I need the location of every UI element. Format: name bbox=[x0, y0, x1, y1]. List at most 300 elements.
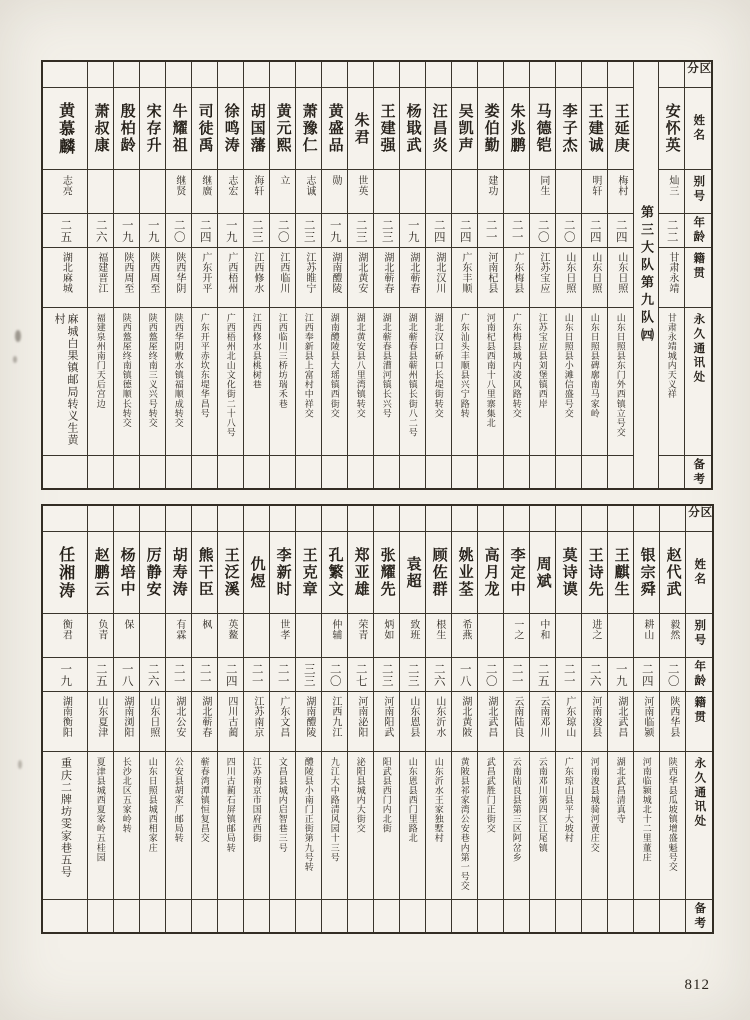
note-cell bbox=[556, 456, 581, 488]
note-cell bbox=[322, 900, 347, 932]
note-cell bbox=[140, 900, 165, 932]
age-cell-text: 二四 bbox=[640, 662, 653, 687]
person-column bbox=[477, 506, 503, 932]
name-cell bbox=[660, 532, 685, 614]
person-column bbox=[243, 506, 269, 932]
age-cell-text: 二一 bbox=[250, 662, 263, 687]
age-cell-text: 二六 bbox=[588, 662, 601, 687]
origin-cell bbox=[504, 248, 529, 308]
category-cell bbox=[530, 62, 555, 88]
header-alias-label-text: 别号 bbox=[693, 619, 706, 648]
section-divider-column bbox=[633, 62, 658, 488]
name-cell bbox=[504, 88, 529, 170]
name-cell-text: 王克章 bbox=[300, 547, 317, 598]
age-cell-text: 二三 bbox=[380, 662, 393, 687]
note-cell bbox=[348, 456, 373, 488]
name-cell-text: 吴凯声 bbox=[456, 103, 473, 154]
address-cell-text: 山东日照县小滩信盛号交 bbox=[563, 313, 574, 418]
address-cell-text: 四川古蔺石屏镇邮局转 bbox=[225, 757, 236, 853]
address-cell-text: 泌阳县城内大街交 bbox=[355, 757, 366, 834]
origin-cell bbox=[270, 248, 295, 308]
address-cell bbox=[348, 752, 373, 900]
person-column bbox=[425, 506, 451, 932]
note-cell bbox=[634, 900, 659, 932]
age-cell bbox=[478, 658, 503, 692]
note-cell bbox=[140, 456, 165, 488]
age-cell-text: 二四 bbox=[198, 218, 211, 243]
name-cell-text: 任湘涛 bbox=[56, 545, 74, 600]
address-cell-text: 长沙北区五家岭转 bbox=[121, 757, 132, 834]
origin-cell-text: 江西修水 bbox=[251, 252, 263, 294]
address-cell bbox=[140, 308, 165, 456]
address-cell bbox=[659, 308, 684, 456]
category-cell bbox=[504, 62, 529, 88]
age-cell-text: 二一 bbox=[510, 218, 523, 243]
origin-cell-text: 湖北武昌 bbox=[485, 696, 497, 738]
origin-cell bbox=[478, 692, 503, 752]
name-cell bbox=[556, 532, 581, 614]
age-cell bbox=[88, 214, 113, 248]
address-cell-text: 江西临川三桥坊瑞禾巷 bbox=[277, 313, 288, 409]
address-cell-text: 河南杞县西南十八里寨集北 bbox=[485, 313, 496, 428]
origin-cell-text: 河南浚县 bbox=[589, 696, 601, 738]
note-cell bbox=[114, 900, 139, 932]
name-cell-text: 王建诚 bbox=[586, 103, 603, 154]
origin-cell-text: 陕西华阴 bbox=[173, 252, 185, 294]
alias-cell bbox=[634, 614, 659, 658]
age-cell bbox=[452, 658, 477, 692]
name-cell bbox=[218, 88, 243, 170]
origin-cell-text: 广东开平 bbox=[199, 252, 211, 294]
header-age-label-text: 年龄 bbox=[692, 216, 705, 245]
person-column bbox=[477, 62, 503, 488]
origin-cell-text: 山东日照 bbox=[147, 696, 159, 738]
origin-cell bbox=[296, 248, 321, 308]
person-column bbox=[87, 506, 113, 932]
origin-cell-text: 湖北蕲春 bbox=[381, 252, 393, 294]
address-cell-text: 湖北汉口硚口长堤街转交 bbox=[433, 313, 444, 418]
origin-cell bbox=[244, 248, 269, 308]
name-cell-text: 殷柏龄 bbox=[118, 103, 135, 154]
name-cell bbox=[322, 532, 347, 614]
name-cell bbox=[478, 88, 503, 170]
note-cell bbox=[478, 456, 503, 488]
alias-cell bbox=[426, 614, 451, 658]
person-column bbox=[165, 506, 191, 932]
person-column bbox=[659, 506, 685, 932]
category-cell bbox=[452, 62, 477, 88]
origin-cell bbox=[166, 692, 191, 752]
person-column bbox=[607, 506, 633, 932]
alias-cell-text: 一之 bbox=[511, 619, 523, 641]
age-cell-text: 二一 bbox=[276, 662, 289, 687]
alias-cell bbox=[166, 170, 191, 214]
person-column bbox=[321, 506, 347, 932]
address-cell bbox=[504, 308, 529, 456]
name-cell bbox=[608, 88, 633, 170]
alias-cell-text: 仲辅 bbox=[329, 619, 341, 641]
origin-cell bbox=[348, 692, 373, 752]
address-cell-text: 湖南醴陵县大瑶镇西街交 bbox=[329, 313, 340, 418]
origin-cell-text: 江苏宝应 bbox=[537, 252, 549, 294]
alias-cell-text: 中和 bbox=[537, 619, 549, 641]
origin-cell-text: 河南杞县 bbox=[485, 252, 497, 294]
origin-cell bbox=[322, 248, 347, 308]
header-note-label-text: 备考 bbox=[692, 457, 705, 487]
header-name-label bbox=[685, 88, 711, 170]
age-cell-text: 一九 bbox=[120, 218, 133, 243]
alias-cell bbox=[296, 170, 321, 214]
alias-cell bbox=[218, 614, 243, 658]
address-cell bbox=[322, 308, 347, 456]
origin-cell-text: 河南临颍 bbox=[641, 696, 653, 738]
address-cell bbox=[374, 308, 399, 456]
category-cell bbox=[244, 506, 269, 532]
origin-cell-text: 甘肃永靖 bbox=[666, 252, 678, 294]
name-cell-text: 周斌 bbox=[534, 555, 551, 590]
person-column bbox=[529, 62, 555, 488]
alias-cell-text: 志诚 bbox=[303, 175, 315, 197]
address-cell bbox=[166, 308, 191, 456]
origin-cell bbox=[192, 248, 217, 308]
origin-cell-text: 陕西周至 bbox=[121, 252, 133, 294]
note-cell bbox=[166, 456, 191, 488]
address-cell-text: 广西梧州北山文化街二十八号 bbox=[225, 313, 236, 438]
address-cell-text: 山东日照县东门外西镇立号交 bbox=[615, 313, 626, 438]
age-cell-text: 一九 bbox=[328, 218, 341, 243]
header-alias-label bbox=[686, 614, 712, 658]
header-origin-label-text: 籍贯 bbox=[692, 252, 705, 281]
name-cell bbox=[426, 532, 451, 614]
category-cell bbox=[348, 62, 373, 88]
name-cell-text: 王延庚 bbox=[612, 103, 629, 154]
category-cell bbox=[608, 62, 633, 88]
category-cell bbox=[374, 506, 399, 532]
category-cell bbox=[608, 506, 633, 532]
category-cell bbox=[192, 62, 217, 88]
address-cell-text: 云南邓川第四区江尾镇 bbox=[537, 757, 548, 853]
alias-cell bbox=[426, 170, 451, 214]
category-cell bbox=[192, 506, 217, 532]
age-cell-text: 一八 bbox=[120, 662, 133, 687]
name-cell-text: 熊干臣 bbox=[196, 547, 213, 598]
category-cell bbox=[634, 506, 659, 532]
category-cell bbox=[426, 62, 451, 88]
person-column bbox=[87, 62, 113, 488]
address-cell-text: 蕲春湾潭镇恒复昌交 bbox=[199, 757, 210, 843]
alias-cell bbox=[192, 170, 217, 214]
person-column bbox=[451, 62, 477, 488]
category-cell bbox=[322, 62, 347, 88]
header-address-label bbox=[686, 752, 712, 900]
person-column bbox=[503, 62, 529, 488]
alias-cell bbox=[43, 614, 87, 658]
origin-cell-text: 广东丰顺 bbox=[459, 252, 471, 294]
address-cell-text: 湖北武昌清真寺 bbox=[615, 757, 626, 824]
note-cell bbox=[270, 900, 295, 932]
age-cell-text: 二一 bbox=[484, 218, 497, 243]
person-column bbox=[399, 506, 425, 932]
alias-cell bbox=[478, 170, 503, 214]
origin-cell-text: 陕西华县 bbox=[667, 696, 679, 738]
age-cell bbox=[114, 214, 139, 248]
name-cell bbox=[426, 88, 451, 170]
alias-cell bbox=[88, 614, 113, 658]
origin-cell-text: 山东日照 bbox=[615, 252, 627, 294]
name-cell-text: 胡国藩 bbox=[248, 103, 265, 154]
alias-cell-text: 梅村 bbox=[615, 175, 627, 197]
origin-cell-text: 山东恩县 bbox=[407, 696, 419, 738]
alias-cell bbox=[659, 170, 684, 214]
note-cell bbox=[348, 900, 373, 932]
name-cell bbox=[659, 88, 684, 170]
name-cell-text: 徐鸣涛 bbox=[222, 103, 239, 154]
age-cell-text: 二三 bbox=[380, 218, 393, 243]
address-cell-text: 江苏南京市国府西街 bbox=[251, 757, 262, 843]
header-name-label-text: 姓名 bbox=[693, 558, 706, 587]
address-cell-text: 湖北黄安县八里湾镇转交 bbox=[355, 313, 366, 418]
name-cell bbox=[88, 88, 113, 170]
origin-cell-text: 河南阳武 bbox=[381, 696, 393, 738]
age-cell bbox=[218, 214, 243, 248]
name-cell-text: 赵鹏云 bbox=[92, 547, 109, 598]
origin-cell bbox=[426, 248, 451, 308]
alias-cell bbox=[88, 170, 113, 214]
address-cell bbox=[530, 308, 555, 456]
header-note-label-text: 备考 bbox=[693, 901, 706, 931]
alias-cell-text: 保 bbox=[121, 619, 133, 630]
note-cell bbox=[270, 456, 295, 488]
age-cell bbox=[43, 658, 87, 692]
origin-cell bbox=[556, 248, 581, 308]
age-cell-text: 二四 bbox=[224, 662, 237, 687]
alias-cell bbox=[140, 614, 165, 658]
name-cell-text: 黄盛品 bbox=[326, 103, 343, 154]
person-column bbox=[581, 506, 607, 932]
address-cell-text: 陕西盩厔终南三义兴号转交 bbox=[147, 313, 158, 428]
alias-cell bbox=[452, 614, 477, 658]
person-column bbox=[43, 62, 87, 488]
age-cell bbox=[270, 658, 295, 692]
age-cell-text: 二〇 bbox=[562, 218, 575, 243]
age-cell bbox=[244, 658, 269, 692]
note-cell bbox=[43, 900, 87, 932]
age-cell bbox=[582, 658, 607, 692]
person-column bbox=[269, 62, 295, 488]
name-cell bbox=[348, 88, 373, 170]
name-cell-text: 黄元熙 bbox=[274, 103, 291, 154]
origin-cell-text: 广西梧州 bbox=[225, 252, 237, 294]
alias-cell bbox=[582, 170, 607, 214]
name-cell-text: 萧豫仁 bbox=[300, 103, 317, 154]
name-cell bbox=[478, 532, 503, 614]
category-cell bbox=[218, 506, 243, 532]
origin-cell-text: 广东文昌 bbox=[277, 696, 289, 738]
address-cell bbox=[140, 752, 165, 900]
category-cell bbox=[659, 62, 684, 88]
age-cell bbox=[556, 658, 581, 692]
origin-cell bbox=[348, 248, 373, 308]
category-cell bbox=[244, 62, 269, 88]
person-column bbox=[321, 62, 347, 488]
alias-cell-text: 炳如 bbox=[381, 619, 393, 641]
note-cell bbox=[88, 900, 113, 932]
alias-cell bbox=[608, 170, 633, 214]
note-cell bbox=[556, 900, 581, 932]
age-cell-text: 二〇 bbox=[666, 662, 679, 687]
note-cell bbox=[244, 900, 269, 932]
category-cell bbox=[218, 62, 243, 88]
note-cell bbox=[504, 456, 529, 488]
person-column bbox=[529, 506, 555, 932]
header-note-label bbox=[685, 456, 711, 488]
note-cell bbox=[426, 456, 451, 488]
origin-cell bbox=[140, 248, 165, 308]
address-cell-text: 重庆二牌坊雯家巷五号 bbox=[59, 757, 72, 878]
alias-cell bbox=[218, 170, 243, 214]
origin-cell-text: 江苏南京 bbox=[251, 696, 263, 738]
origin-cell-text: 湖北黄安 bbox=[355, 252, 367, 294]
name-cell bbox=[43, 532, 87, 614]
category-cell bbox=[296, 506, 321, 532]
address-cell bbox=[270, 752, 295, 900]
name-cell bbox=[166, 88, 191, 170]
origin-cell bbox=[582, 248, 607, 308]
name-cell bbox=[244, 88, 269, 170]
address-cell bbox=[192, 308, 217, 456]
age-cell-text: 二〇 bbox=[172, 218, 185, 243]
age-cell-text: 一九 bbox=[146, 218, 159, 243]
origin-cell-text: 湖北汉川 bbox=[433, 252, 445, 294]
name-cell bbox=[140, 88, 165, 170]
origin-cell bbox=[504, 692, 529, 752]
age-cell-text: 二六 bbox=[146, 662, 159, 687]
origin-cell-text: 四川古蔺 bbox=[225, 696, 237, 738]
person-column bbox=[607, 62, 633, 488]
person-column bbox=[658, 62, 684, 488]
age-cell bbox=[270, 214, 295, 248]
name-cell-text: 宋存升 bbox=[144, 103, 161, 154]
origin-cell bbox=[244, 692, 269, 752]
name-cell-text: 李新时 bbox=[274, 547, 291, 598]
age-cell-text: 二〇 bbox=[536, 218, 549, 243]
address-cell-text: 公安县胡家厂邮局转 bbox=[173, 757, 184, 843]
note-cell bbox=[192, 456, 217, 488]
note-cell bbox=[400, 456, 425, 488]
age-cell-text: 二四 bbox=[588, 218, 601, 243]
category-cell bbox=[322, 506, 347, 532]
header-alias-label-text: 别号 bbox=[692, 175, 705, 204]
name-cell bbox=[634, 532, 659, 614]
address-cell-text: 黄陂县祁家湾公安巷内第一号交 bbox=[459, 757, 470, 891]
alias-cell-text: 致班 bbox=[407, 619, 419, 641]
note-cell bbox=[43, 456, 87, 488]
origin-cell-text: 湖北黄陂 bbox=[459, 696, 471, 738]
name-cell-text: 杨培中 bbox=[118, 547, 135, 598]
category-cell bbox=[556, 62, 581, 88]
person-column bbox=[373, 62, 399, 488]
note-cell bbox=[659, 456, 684, 488]
age-cell bbox=[504, 214, 529, 248]
alias-cell bbox=[374, 170, 399, 214]
name-cell-text: 朱君 bbox=[352, 111, 369, 146]
origin-cell bbox=[452, 248, 477, 308]
header-column bbox=[685, 506, 712, 932]
alias-cell bbox=[296, 614, 321, 658]
name-cell-text: 莫诗谟 bbox=[560, 547, 577, 598]
header-note-label bbox=[686, 900, 712, 932]
note-cell bbox=[452, 456, 477, 488]
address-cell bbox=[426, 752, 451, 900]
name-cell bbox=[530, 88, 555, 170]
person-column bbox=[217, 62, 243, 488]
address-cell bbox=[270, 308, 295, 456]
category-cell bbox=[43, 62, 87, 88]
name-cell-text: 汪昌炎 bbox=[430, 103, 447, 154]
alias-cell bbox=[270, 614, 295, 658]
address-cell bbox=[192, 752, 217, 900]
person-column bbox=[191, 506, 217, 932]
address-cell bbox=[88, 308, 113, 456]
note-cell bbox=[218, 900, 243, 932]
person-column bbox=[347, 62, 373, 488]
alias-cell-text: 荣青 bbox=[355, 619, 367, 641]
name-cell bbox=[452, 532, 477, 614]
name-cell-text: 赵代武 bbox=[664, 547, 681, 598]
alias-cell-text: 世英 bbox=[355, 175, 367, 197]
address-cell-text: 文昌县城内启智巷三号 bbox=[277, 757, 288, 853]
origin-cell bbox=[478, 248, 503, 308]
origin-cell bbox=[114, 248, 139, 308]
section-label-text: 第三大队第九队㈣ bbox=[639, 204, 655, 346]
person-column bbox=[425, 62, 451, 488]
age-cell bbox=[348, 658, 373, 692]
address-cell-text: 山东日照县碑廓南马家岭 bbox=[589, 313, 600, 418]
age-cell-text: 二一 bbox=[198, 662, 211, 687]
category-cell bbox=[504, 506, 529, 532]
age-cell bbox=[556, 214, 581, 248]
alias-cell-text: 世孝 bbox=[277, 619, 289, 641]
address-cell-text: 云南陆良县第三区阿岔乡 bbox=[511, 757, 522, 862]
origin-cell-text: 湖南衡阳 bbox=[60, 696, 72, 738]
origin-cell-text: 山东夏津 bbox=[95, 696, 107, 738]
note-cell bbox=[530, 456, 555, 488]
name-cell bbox=[582, 88, 607, 170]
origin-cell-text: 湖南醴陵 bbox=[329, 252, 341, 294]
category-cell bbox=[400, 506, 425, 532]
name-cell-text: 王诗先 bbox=[586, 547, 603, 598]
age-cell bbox=[140, 658, 165, 692]
age-cell-text: 二三 bbox=[250, 218, 263, 243]
origin-cell-text: 山东日照 bbox=[589, 252, 601, 294]
person-column bbox=[399, 62, 425, 488]
name-cell-text: 张耀先 bbox=[378, 547, 395, 598]
category-cell bbox=[166, 62, 191, 88]
address-cell-text: 山东恩县西门里路北 bbox=[407, 757, 418, 843]
age-cell-text: 二四 bbox=[458, 218, 471, 243]
origin-cell-text: 湖北武昌 bbox=[615, 696, 627, 738]
address-cell bbox=[218, 308, 243, 456]
address-cell bbox=[608, 308, 633, 456]
origin-cell bbox=[43, 692, 87, 752]
address-cell bbox=[452, 308, 477, 456]
address-cell-text: 夏津县城西夏家岭五桂园 bbox=[95, 757, 106, 862]
person-column bbox=[43, 506, 87, 932]
origin-cell bbox=[88, 248, 113, 308]
origin-cell-text: 陕西周至 bbox=[147, 252, 159, 294]
alias-cell-text: 枫 bbox=[199, 619, 211, 630]
alias-cell bbox=[530, 170, 555, 214]
